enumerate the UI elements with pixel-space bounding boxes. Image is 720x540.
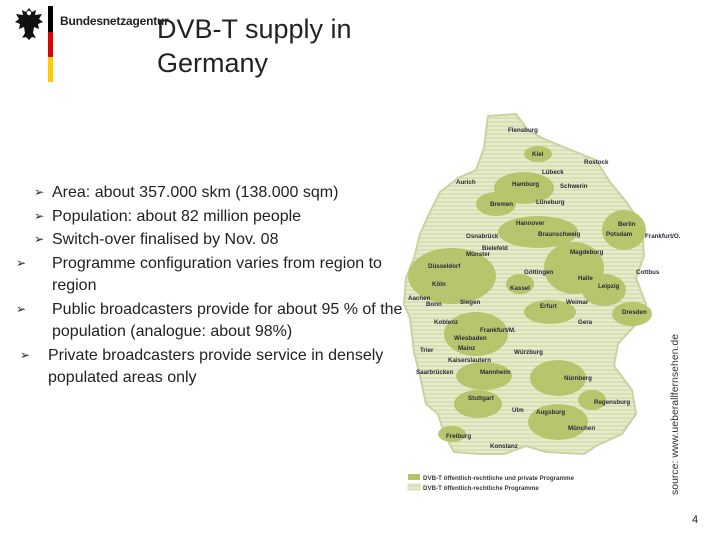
city-label: Stuttgart <box>468 395 494 402</box>
city-label: Aurich <box>456 179 476 186</box>
page-number: 4 <box>692 514 699 526</box>
bullet-item <box>20 344 404 390</box>
city-label: Berlin <box>618 221 636 228</box>
city-label: Kiel <box>532 151 544 158</box>
bullet-text: Public broadcasters provide for about 95 % of the population (analogue: about 98%) <box>52 300 403 340</box>
flag-stripe-gold <box>48 57 53 82</box>
city-label: Rostock <box>584 159 609 166</box>
city-label: Bonn <box>426 301 442 308</box>
city-label: Cottbus <box>636 269 660 276</box>
city-label: Frankfurt/M. <box>480 327 516 334</box>
city-label: Leipzig <box>598 283 620 290</box>
city-label: Bremen <box>490 201 514 208</box>
city-label: Halle <box>578 275 593 282</box>
federal-eagle-icon <box>14 6 44 42</box>
city-label: Köln <box>432 281 446 288</box>
city-label: Wiesbaden <box>454 335 487 342</box>
city-label: München <box>568 425 596 432</box>
city-label: Schwerin <box>560 183 588 190</box>
bullet-item <box>34 181 404 205</box>
region-berlin <box>602 210 646 250</box>
city-label: Hamburg <box>512 181 540 188</box>
city-label: Weimar <box>566 299 589 306</box>
map-legend <box>408 474 574 492</box>
city-label: Mannheim <box>480 369 511 376</box>
city-label: Saarbrücken <box>416 369 454 376</box>
city-label: Göttingen <box>524 269 554 276</box>
bullet-arrow-icon: ➢ <box>34 185 45 199</box>
bullet-arrow-icon: ➢ <box>16 301 27 316</box>
bullet-item <box>34 205 404 229</box>
flag-stripe-red <box>48 32 53 57</box>
slide-title: DVB-T supply in Germany <box>157 14 352 78</box>
city-label: Lüneburg <box>536 199 565 206</box>
bullet-item <box>16 298 404 344</box>
city-label: Würzburg <box>514 349 543 356</box>
city-label: Lübeck <box>542 169 564 176</box>
city-label: Freiburg <box>446 433 472 440</box>
bullet-arrow-icon: ➢ <box>20 347 31 362</box>
flag-stripe-black <box>48 6 53 32</box>
city-label: Mainz <box>458 345 476 352</box>
city-label: Potsdam <box>606 231 633 238</box>
city-label: Düsseldorf <box>428 263 461 270</box>
city-label: Trier <box>420 347 434 354</box>
city-label: Flensburg <box>508 127 538 134</box>
bullet-list <box>16 181 404 390</box>
city-label: Dresden <box>622 309 647 316</box>
bullet-text: Area: about 357.000 skm (138.000 sqm) <box>52 184 339 201</box>
city-label: Augsburg <box>536 409 566 416</box>
city-label: Erfurt <box>540 303 557 310</box>
region-rhein-neckar <box>456 362 512 390</box>
city-label: Regensburg <box>594 399 631 406</box>
city-label: Magdeburg <box>570 249 604 256</box>
bullet-text: Population: about 82 million people <box>52 207 302 225</box>
city-label: Nürnberg <box>564 375 592 382</box>
city-label: Hannover <box>516 220 545 227</box>
legend-swatch-public <box>408 484 420 490</box>
bundesnetzagentur-logo <box>14 6 169 82</box>
city-label: Aachen <box>408 295 431 302</box>
bullet-arrow-icon: ➢ <box>34 208 45 223</box>
city-label: Ulm <box>512 407 524 414</box>
bullet-item <box>34 228 404 252</box>
logo-text: Bundesnetzagentur <box>60 14 169 28</box>
city-label: Siegen <box>460 299 481 306</box>
city-label: Osnabrück <box>466 233 499 240</box>
legend-swatch-public-private <box>408 474 420 480</box>
bullet-arrow-icon: ➢ <box>34 232 45 246</box>
city-label: Frankfurt/O. <box>645 233 681 240</box>
city-label: Koblenz <box>434 319 459 326</box>
bullet-text: Switch-over finalised by Nov. 08 <box>52 231 279 248</box>
source-credit: source: www.ueberallfernsehen.de <box>669 333 681 495</box>
city-label: Konstanz <box>490 443 518 450</box>
legend-label-public: DVB-T öffentlich-rechtliche Programme <box>423 485 539 492</box>
city-label: Kassel <box>510 285 530 292</box>
german-flag-bar <box>48 6 53 82</box>
bullet-arrow-icon: ➢ <box>16 255 27 270</box>
city-label: Kaiserslautern <box>448 357 491 364</box>
legend-label-public-private: DVB-T öffentlich-rechtliche und private Programme <box>423 475 574 482</box>
bullet-item <box>16 252 404 298</box>
bullet-text: Private broadcasters provide service in densely populated areas only <box>48 346 384 386</box>
city-label: Münster <box>466 251 491 258</box>
city-label: Braunschweig <box>538 231 581 238</box>
city-label: Gera <box>578 319 593 326</box>
bullet-text: Programme configuration varies from region to region <box>52 254 382 294</box>
city-label: Bielefeld <box>482 245 508 252</box>
